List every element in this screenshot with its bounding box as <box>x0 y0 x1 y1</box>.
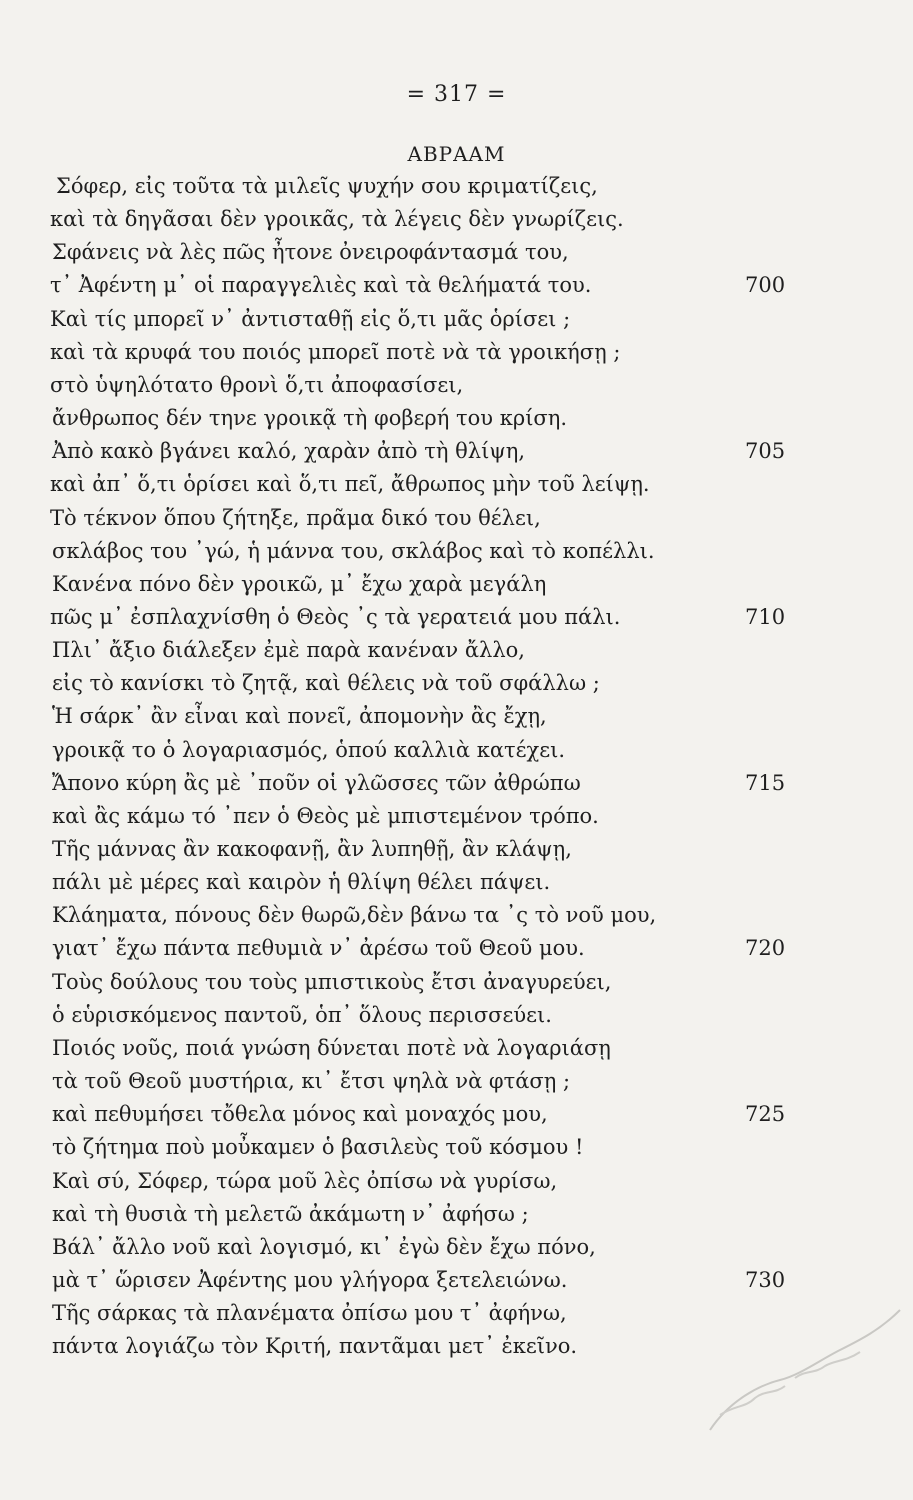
verse-line <box>0 767 913 800</box>
verse-text: Τὸ τέκνον ὅπου ζήτηξε, πρᾶμα δικό του θέλει, <box>50 505 541 530</box>
verse-text: μὰ τ᾽ ὥρισεν Ἀφέντης μου γλήγορα ξετελειώνω. <box>52 1267 568 1292</box>
verse-number: 725 <box>745 1102 786 1127</box>
verse-line <box>0 336 913 369</box>
verse-text: στὸ ὑψηλότατο θρονὶ ὅ,τι ἀποφασίσει, <box>50 372 464 397</box>
verse-line <box>0 303 913 336</box>
verse-line <box>0 800 913 833</box>
verse-text: Καὶ τίς μπορεῖ ν᾽ ἀντισταθῇ εἰς ὅ,τι μᾶς ὁρίσει ; <box>50 306 571 331</box>
verse-text: πάντα λογιάζω τὸν Κριτή, παντᾶμαι μετ᾽ ἐκεῖνο. <box>52 1334 578 1359</box>
verse-line <box>0 899 913 932</box>
verse-text: γιατ᾽ ἔχω πάντα πεθυμιὰ ν᾽ ἀρέσω τοῦ Θεοῦ μου. <box>52 936 585 961</box>
verse-line <box>0 999 913 1032</box>
verse-line <box>0 535 913 568</box>
verse-text: Ἡ σάρκ᾽ ἂν εἶναι καὶ πονεῖ, ἀπομονὴν ἂς ἔχῃ, <box>52 704 547 729</box>
verse-line <box>0 667 913 700</box>
verse-text: πῶς μ᾽ ἐσπλαχνίσθη ὁ Θεὸς ᾿ς τὰ γερατειά μου πάλι. <box>50 604 621 629</box>
verse-line <box>0 203 913 236</box>
verse-line <box>0 1330 913 1363</box>
verse-line <box>0 502 913 535</box>
verse-line <box>0 634 913 667</box>
verse-line <box>0 932 913 965</box>
verse-text: Ποιός νοῦς, ποιά γνώση δύνεται ποτὲ νὰ λογαριάσῃ <box>52 1035 611 1060</box>
verse-line <box>0 1131 913 1164</box>
verse-line <box>0 568 913 601</box>
verse-number: 720 <box>745 936 786 961</box>
verse-text: Τῆς σάρκας τὰ πλανέματα ὀπίσω μου τ᾽ ἀφήνω, <box>52 1301 567 1326</box>
verse-line <box>0 601 913 634</box>
verse-text: καὶ ἀπ᾽ ὅ,τι ὁρίσει καὶ ὅ,τι πεῖ, ἄθρωπος μὴν τοῦ λείψῃ. <box>50 472 650 497</box>
verse-number: 700 <box>745 273 786 298</box>
verse-line <box>0 866 913 899</box>
verse-text: καὶ ἂς κάμω τό ᾿πεν ὁ Θεὸς μὲ μπιστεμένον τρόπο. <box>52 803 599 828</box>
verse-text: ὁ εὑρισκόμενος παντοῦ, ὁπ᾽ ὅλους περισσεύει. <box>52 1002 552 1027</box>
verse-text: εἰς τὸ κανίσκι τὸ ζητᾷ, καὶ θέλεις νὰ τοῦ σφάλλω ; <box>52 671 600 696</box>
speaker-heading: ΑΒΡΑΑΜ <box>407 142 506 166</box>
verse-line <box>0 1065 913 1098</box>
verse-line <box>0 966 913 999</box>
verse-text: καὶ πεθυμήσει τὄθελα μόνος καὶ μοναχός μου, <box>52 1102 548 1127</box>
verse-number: 715 <box>745 770 786 795</box>
verse-text: Καὶ σύ, Σόφερ, τώρα μοῦ λὲς ὀπίσω νὰ γυρίσω, <box>52 1168 558 1193</box>
verse-text: Σόφερ, εἰς τοῦτα τὰ μιλεῖς ψυχήν σου κριματίζεις, <box>56 174 598 198</box>
verse-text: Κανένα πόνο δὲν γροικῶ, μ᾽ ἔχω χαρὰ μεγάλη <box>52 571 547 596</box>
verse-line <box>0 1165 913 1198</box>
verse-text: καὶ τὴ θυσιὰ τὴ μελετῶ ἀκάμωτη ν᾽ ἀφήσω ; <box>52 1201 529 1226</box>
verse-text: τὰ τοῦ Θεοῦ μυστήρια, κι᾽ ἔτσι ψηλὰ νὰ φτάσῃ ; <box>52 1069 571 1094</box>
verse-number: 705 <box>745 439 786 464</box>
verse-line <box>0 1098 913 1131</box>
verse-line <box>0 734 913 767</box>
verse-text: καὶ τὰ κρυφά του ποιός μπορεῖ ποτὲ νὰ τὰ γροικήσῃ ; <box>50 339 621 364</box>
verse-text: καὶ τὰ δηγᾶσαι δὲν γροικᾶς, τὰ λέγεις δὲν γνωρίζεις. <box>50 207 624 232</box>
verse-text: τὸ ζήτημα ποὺ μοὖκαμεν ὁ βασιλεὺς τοῦ κόσμου ! <box>52 1135 584 1160</box>
verse-text: σκλάβος του ᾿γώ, ἡ μάννα του, σκλάβος καὶ τὸ κοπέλλι. <box>52 538 655 563</box>
verse-text: Ἀπὸ κακὸ βγάνει καλό, χαρὰν ἀπὸ τὴ θλίψη, <box>52 439 526 464</box>
verse-text: γροικᾷ το ὁ λογαριασμός, ὁπού καλλιὰ κατέχει. <box>52 737 566 762</box>
verse-number: 710 <box>745 604 786 629</box>
verse-line <box>0 435 913 468</box>
verse-line <box>0 1198 913 1231</box>
verse-text: Πλι᾽ ἄξιο διάλεξεν ἐμὲ παρὰ κανέναν ἄλλο, <box>52 638 525 663</box>
verse-text: Τῆς μάννας ἂν κακοφανῇ, ἂν λυπηθῇ, ἂν κλάψῃ, <box>52 837 572 861</box>
verse-text: Τοὺς δούλους του τοὺς μπιστικοὺς ἔτσι ἀναγυρεύει, <box>52 969 612 994</box>
verse-text: Κλάηματα, πόνους δὲν θωρῶ,δὲν βάνω τα ᾿ς τὸ νοῦ μου, <box>52 903 657 928</box>
verse-line <box>0 1032 913 1065</box>
verse-text: Βάλ᾽ ἄλλο νοῦ καὶ λογισμό, κι᾽ ἐγὼ δὲν ἔχω πόνο, <box>52 1234 596 1259</box>
verse-line <box>0 236 913 269</box>
verse-line <box>0 402 913 435</box>
verse-number: 730 <box>745 1267 786 1292</box>
verse-text: Ἄπονο κύρη ἂς μὲ ᾿ποῦν οἱ γλῶσσες τῶν ἀθρώπω <box>52 770 581 795</box>
verse-line <box>0 269 913 302</box>
verse-line <box>0 1264 913 1297</box>
verse-line <box>0 1297 913 1330</box>
verse-text: ἄνθρωπος δέν τηνε γροικᾷ τὴ φοβερή του κρίση. <box>52 406 568 431</box>
verse-line <box>0 1231 913 1264</box>
verse-text: πάλι μὲ μέρες καὶ καιρὸν ἡ θλίψη θέλει πάψει. <box>52 870 551 895</box>
verse-text: Σφάνεις νὰ λὲς πῶς ἦτονε ὀνειροφάντασμά του, <box>52 240 569 265</box>
verse-line <box>0 833 913 866</box>
verse-line <box>0 700 913 733</box>
page-number: = 317 = <box>406 82 507 107</box>
verse-line <box>0 468 913 501</box>
verse-line <box>0 170 913 203</box>
verse-line <box>0 369 913 402</box>
verse-text: τ᾽ Ἀφέντη μ᾽ οἱ παραγγελιὲς καὶ τὰ θελήματά του. <box>50 273 592 298</box>
